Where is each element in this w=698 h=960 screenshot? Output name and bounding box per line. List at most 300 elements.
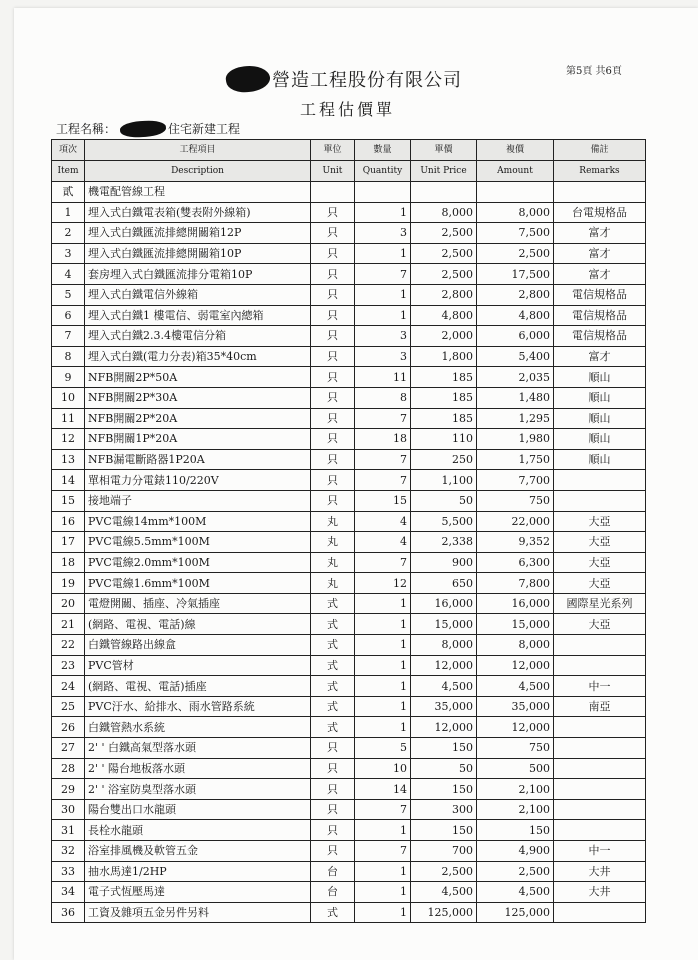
item-number: 24 — [52, 676, 85, 697]
item-unit: 只 — [311, 202, 355, 223]
item-number: 11 — [52, 408, 85, 429]
header-quantity-zh: 數量 — [355, 140, 411, 161]
item-unit-price: 4,500 — [411, 676, 477, 697]
item-unit-price: 250 — [411, 449, 477, 470]
item-quantity: 10 — [355, 758, 411, 779]
table-row — [52, 758, 646, 779]
table-row — [52, 470, 646, 491]
item-description: 工資及雜項五金另件另料 — [85, 902, 311, 923]
item-amount: 7,800 — [477, 573, 554, 594]
item-unit-price: 35,000 — [411, 696, 477, 717]
item-unit: 丸 — [311, 532, 355, 553]
item-quantity: 14 — [355, 779, 411, 800]
item-remarks — [554, 655, 646, 676]
item-remarks: 大井 — [554, 861, 646, 882]
item-amount: 2,500 — [477, 243, 554, 264]
item-description: 埋入式白鐵(電力分表)箱35*40cm — [85, 346, 311, 367]
item-remarks: 大亞 — [554, 532, 646, 553]
item-amount: 1,480 — [477, 387, 554, 408]
project-name: 住宅新建工程 — [168, 122, 241, 136]
item-description: PVC電線2.0mm*100M — [85, 552, 311, 573]
estimate-table — [51, 139, 646, 923]
item-description: 浴室排風機及軟管五金 — [85, 841, 311, 862]
item-unit-price: 300 — [411, 799, 477, 820]
item-unit: 只 — [311, 284, 355, 305]
table-row — [52, 655, 646, 676]
table-row — [52, 841, 646, 862]
table-row — [52, 779, 646, 800]
item-unit-price: 2,500 — [411, 861, 477, 882]
item-amount: 9,352 — [477, 532, 554, 553]
item-unit: 只 — [311, 367, 355, 388]
item-number: 17 — [52, 532, 85, 553]
item-remarks — [554, 799, 646, 820]
page-number: 第5頁 共6頁 — [566, 66, 622, 77]
item-description: PVC電線14mm*100M — [85, 511, 311, 532]
item-number: 16 — [52, 511, 85, 532]
item-description: 套房埋入式白鐵匯流排分電箱10P — [85, 264, 311, 285]
item-number: 20 — [52, 593, 85, 614]
item-remarks: 南亞 — [554, 696, 646, 717]
item-description: 接地端子 — [85, 490, 311, 511]
table-row — [52, 264, 646, 285]
empty-cell — [411, 182, 477, 203]
item-amount: 2,035 — [477, 367, 554, 388]
item-amount: 5,400 — [477, 346, 554, 367]
header-remarks-en: Remarks — [554, 161, 646, 182]
item-number: 7 — [52, 326, 85, 347]
item-unit: 只 — [311, 346, 355, 367]
item-description: PVC管材 — [85, 655, 311, 676]
item-number: 19 — [52, 573, 85, 594]
item-unit: 只 — [311, 841, 355, 862]
table-row — [52, 696, 646, 717]
item-quantity: 3 — [355, 326, 411, 347]
item-quantity: 7 — [355, 408, 411, 429]
item-quantity: 3 — [355, 223, 411, 244]
table-row — [52, 902, 646, 923]
item-quantity: 1 — [355, 614, 411, 635]
item-unit: 式 — [311, 676, 355, 697]
item-description: (網路、電視、電話)插座 — [85, 676, 311, 697]
item-description: PVC汙水、給排水、雨水管路系統 — [85, 696, 311, 717]
item-amount: 2,100 — [477, 799, 554, 820]
item-quantity: 1 — [355, 284, 411, 305]
item-number: 22 — [52, 635, 85, 656]
item-unit: 式 — [311, 635, 355, 656]
item-unit-price: 5,500 — [411, 511, 477, 532]
item-description: 2' ' 白鐵高氣型落水頭 — [85, 738, 311, 759]
item-description: (網路、電視、電話)線 — [85, 614, 311, 635]
item-quantity: 7 — [355, 799, 411, 820]
table-row — [52, 346, 646, 367]
item-quantity: 1 — [355, 717, 411, 738]
item-remarks: 中一 — [554, 841, 646, 862]
item-number: 28 — [52, 758, 85, 779]
header-remarks-zh: 備註 — [554, 140, 646, 161]
table-row — [52, 305, 646, 326]
item-unit: 只 — [311, 470, 355, 491]
item-quantity: 1 — [355, 635, 411, 656]
item-description: 長栓水龍頭 — [85, 820, 311, 841]
item-unit: 式 — [311, 696, 355, 717]
item-quantity: 15 — [355, 490, 411, 511]
item-quantity: 8 — [355, 387, 411, 408]
item-amount: 2,800 — [477, 284, 554, 305]
table-row — [52, 408, 646, 429]
item-quantity: 7 — [355, 264, 411, 285]
item-remarks: 電信規格品 — [554, 284, 646, 305]
item-quantity: 1 — [355, 696, 411, 717]
item-amount: 1,980 — [477, 429, 554, 450]
item-amount: 12,000 — [477, 717, 554, 738]
item-remarks: 富才 — [554, 346, 646, 367]
item-description: NFB開關2P*30A — [85, 387, 311, 408]
header-item-zh: 項次 — [52, 140, 85, 161]
table-row — [52, 573, 646, 594]
table-row — [52, 490, 646, 511]
item-amount: 750 — [477, 738, 554, 759]
table-row — [52, 717, 646, 738]
item-remarks: 順山 — [554, 429, 646, 450]
item-amount: 8,000 — [477, 635, 554, 656]
item-quantity: 1 — [355, 902, 411, 923]
item-number: 10 — [52, 387, 85, 408]
table-row — [52, 223, 646, 244]
item-number: 32 — [52, 841, 85, 862]
item-number: 34 — [52, 882, 85, 903]
item-quantity: 1 — [355, 202, 411, 223]
table-row — [52, 882, 646, 903]
item-description: NFB開關2P*20A — [85, 408, 311, 429]
item-unit: 式 — [311, 902, 355, 923]
item-amount: 7,500 — [477, 223, 554, 244]
item-amount: 4,900 — [477, 841, 554, 862]
item-unit-price: 4,800 — [411, 305, 477, 326]
item-unit-price: 15,000 — [411, 614, 477, 635]
project-name-row — [56, 120, 240, 137]
item-number: 33 — [52, 861, 85, 882]
item-unit-price: 4,500 — [411, 882, 477, 903]
item-remarks: 富才 — [554, 264, 646, 285]
item-unit: 只 — [311, 387, 355, 408]
item-quantity: 1 — [355, 820, 411, 841]
item-unit-price: 110 — [411, 429, 477, 450]
item-remarks — [554, 490, 646, 511]
item-number: 23 — [52, 655, 85, 676]
item-remarks: 大亞 — [554, 511, 646, 532]
item-unit-price: 700 — [411, 841, 477, 862]
item-description: PVC電線5.5mm*100M — [85, 532, 311, 553]
item-quantity: 1 — [355, 861, 411, 882]
item-amount: 4,800 — [477, 305, 554, 326]
table-row — [52, 593, 646, 614]
item-unit-price: 12,000 — [411, 655, 477, 676]
item-remarks — [554, 820, 646, 841]
table-row — [52, 676, 646, 697]
item-description: 埋入式白鐵1 樓電信、弱電室內總箱 — [85, 305, 311, 326]
item-remarks — [554, 758, 646, 779]
item-description: 2' ' 浴室防臭型落水頭 — [85, 779, 311, 800]
item-quantity: 7 — [355, 841, 411, 862]
item-amount: 8,000 — [477, 202, 554, 223]
table-row — [52, 635, 646, 656]
item-remarks: 順山 — [554, 449, 646, 470]
item-amount: 22,000 — [477, 511, 554, 532]
item-unit: 只 — [311, 326, 355, 347]
item-number: 9 — [52, 367, 85, 388]
item-unit-price: 50 — [411, 490, 477, 511]
header-description-en: Description — [85, 161, 311, 182]
item-unit-price: 2,500 — [411, 264, 477, 285]
item-unit: 只 — [311, 799, 355, 820]
item-quantity: 7 — [355, 552, 411, 573]
table-row — [52, 449, 646, 470]
item-description: 白鐵管熱水系統 — [85, 717, 311, 738]
item-quantity: 4 — [355, 532, 411, 553]
item-quantity: 4 — [355, 511, 411, 532]
header-description-zh: 工程項目 — [85, 140, 311, 161]
item-description: NFB開關2P*50A — [85, 367, 311, 388]
item-number: 1 — [52, 202, 85, 223]
item-number: 6 — [52, 305, 85, 326]
company-name: 營造工程股份有限公司 — [272, 70, 462, 91]
item-description: 電子式恆壓馬達 — [85, 882, 311, 903]
header-unit-zh: 單位 — [311, 140, 355, 161]
item-amount: 150 — [477, 820, 554, 841]
item-remarks: 順山 — [554, 408, 646, 429]
item-description: 電燈開關、插座、冷氣插座 — [85, 593, 311, 614]
item-unit: 丸 — [311, 573, 355, 594]
item-unit-price: 16,000 — [411, 593, 477, 614]
item-remarks — [554, 779, 646, 800]
company-header — [226, 66, 462, 92]
item-description: 埋入式白鐵匯流排總開關箱10P — [85, 243, 311, 264]
table-row — [52, 326, 646, 347]
item-unit-price: 125,000 — [411, 902, 477, 923]
header-amount-zh: 複價 — [477, 140, 554, 161]
item-remarks — [554, 738, 646, 759]
item-unit: 只 — [311, 264, 355, 285]
item-quantity: 1 — [355, 676, 411, 697]
item-number: 29 — [52, 779, 85, 800]
item-remarks: 大井 — [554, 882, 646, 903]
item-unit: 只 — [311, 305, 355, 326]
item-unit-price: 2,800 — [411, 284, 477, 305]
item-unit-price: 2,500 — [411, 243, 477, 264]
item-remarks: 大亞 — [554, 614, 646, 635]
item-quantity: 1 — [355, 882, 411, 903]
item-unit: 式 — [311, 655, 355, 676]
item-unit-price: 8,000 — [411, 635, 477, 656]
item-remarks — [554, 470, 646, 491]
table-row — [52, 202, 646, 223]
item-unit-price: 8,000 — [411, 202, 477, 223]
item-unit-price: 1,100 — [411, 470, 477, 491]
item-remarks — [554, 635, 646, 656]
item-remarks: 順山 — [554, 367, 646, 388]
table-row — [52, 614, 646, 635]
section-number: 貳 — [52, 182, 85, 203]
table-body — [52, 182, 646, 923]
item-description: 陽台雙出口水龍頭 — [85, 799, 311, 820]
table-row — [52, 511, 646, 532]
document-title: 工程估價單 — [300, 100, 396, 119]
item-remarks: 電信規格品 — [554, 305, 646, 326]
item-quantity: 1 — [355, 655, 411, 676]
empty-cell — [554, 182, 646, 203]
item-remarks: 大亞 — [554, 573, 646, 594]
item-amount: 35,000 — [477, 696, 554, 717]
item-amount: 4,500 — [477, 676, 554, 697]
item-number: 4 — [52, 264, 85, 285]
item-unit: 式 — [311, 614, 355, 635]
table-row — [52, 799, 646, 820]
item-description: 單相電力分電錶110/220V — [85, 470, 311, 491]
header-unit-price-en: Unit Price — [411, 161, 477, 182]
item-number: 26 — [52, 717, 85, 738]
item-amount: 15,000 — [477, 614, 554, 635]
item-unit: 只 — [311, 738, 355, 759]
item-quantity: 3 — [355, 346, 411, 367]
item-number: 8 — [52, 346, 85, 367]
item-amount: 500 — [477, 758, 554, 779]
empty-cell — [311, 182, 355, 203]
item-remarks: 國際星光系列 — [554, 593, 646, 614]
item-unit-price: 50 — [411, 758, 477, 779]
item-unit-price: 185 — [411, 367, 477, 388]
item-description: 埋入式白鐵2.3.4樓電信分箱 — [85, 326, 311, 347]
item-unit: 只 — [311, 243, 355, 264]
item-quantity: 12 — [355, 573, 411, 594]
item-unit-price: 900 — [411, 552, 477, 573]
redacted-company-logo — [224, 63, 271, 95]
item-quantity: 11 — [355, 367, 411, 388]
item-unit-price: 12,000 — [411, 717, 477, 738]
item-unit: 只 — [311, 490, 355, 511]
table-row — [52, 367, 646, 388]
item-description: PVC電線1.6mm*100M — [85, 573, 311, 594]
item-unit-price: 185 — [411, 408, 477, 429]
item-number: 36 — [52, 902, 85, 923]
project-label: 工程名稱： — [56, 122, 117, 136]
section-title: 機電配管線工程 — [85, 182, 311, 203]
item-quantity: 18 — [355, 429, 411, 450]
item-amount: 2,500 — [477, 861, 554, 882]
item-number: 18 — [52, 552, 85, 573]
item-number: 3 — [52, 243, 85, 264]
item-remarks: 台電規格品 — [554, 202, 646, 223]
header-quantity-en: Quantity — [355, 161, 411, 182]
item-unit: 丸 — [311, 552, 355, 573]
header-unit-price-zh: 單價 — [411, 140, 477, 161]
item-amount: 1,750 — [477, 449, 554, 470]
item-description: NFB漏電斷路器1P20A — [85, 449, 311, 470]
item-quantity: 7 — [355, 470, 411, 491]
item-number: 15 — [52, 490, 85, 511]
item-description: 埋入式白鐵匯流排總開關箱12P — [85, 223, 311, 244]
item-unit: 只 — [311, 758, 355, 779]
item-remarks — [554, 717, 646, 738]
item-unit: 丸 — [311, 511, 355, 532]
item-amount: 125,000 — [477, 902, 554, 923]
item-amount: 6,300 — [477, 552, 554, 573]
item-unit-price: 1,800 — [411, 346, 477, 367]
item-number: 14 — [52, 470, 85, 491]
item-description: 抽水馬達1/2HP — [85, 861, 311, 882]
item-remarks — [554, 902, 646, 923]
item-unit: 只 — [311, 408, 355, 429]
table-row — [52, 243, 646, 264]
item-unit-price: 185 — [411, 387, 477, 408]
item-remarks: 富才 — [554, 243, 646, 264]
item-unit: 台 — [311, 861, 355, 882]
item-number: 13 — [52, 449, 85, 470]
empty-cell — [355, 182, 411, 203]
item-description: 白鐵管線路出線盒 — [85, 635, 311, 656]
item-amount: 16,000 — [477, 593, 554, 614]
item-description: 埋入式白鐵電表箱(雙表附外線箱) — [85, 202, 311, 223]
item-unit-price: 2,338 — [411, 532, 477, 553]
item-unit-price: 150 — [411, 820, 477, 841]
item-quantity: 5 — [355, 738, 411, 759]
item-number: 31 — [52, 820, 85, 841]
item-unit-price: 150 — [411, 779, 477, 800]
item-unit: 式 — [311, 593, 355, 614]
item-description: NFB開關1P*20A — [85, 429, 311, 450]
table-row — [52, 861, 646, 882]
item-number: 25 — [52, 696, 85, 717]
table-row — [52, 284, 646, 305]
item-quantity: 1 — [355, 243, 411, 264]
redacted-project-prefix — [120, 119, 167, 138]
item-number: 21 — [52, 614, 85, 635]
item-remarks: 順山 — [554, 387, 646, 408]
item-amount: 12,000 — [477, 655, 554, 676]
item-number: 2 — [52, 223, 85, 244]
item-unit: 只 — [311, 449, 355, 470]
item-number: 30 — [52, 799, 85, 820]
item-unit-price: 2,000 — [411, 326, 477, 347]
item-amount: 6,000 — [477, 326, 554, 347]
item-amount: 1,295 — [477, 408, 554, 429]
table-row — [52, 552, 646, 573]
item-remarks: 中一 — [554, 676, 646, 697]
item-quantity: 7 — [355, 449, 411, 470]
item-unit: 台 — [311, 882, 355, 903]
item-amount: 7,700 — [477, 470, 554, 491]
item-unit: 只 — [311, 429, 355, 450]
item-description: 2' ' 陽台地板落水頭 — [85, 758, 311, 779]
item-remarks: 電信規格品 — [554, 326, 646, 347]
item-unit-price: 650 — [411, 573, 477, 594]
item-unit: 只 — [311, 779, 355, 800]
item-quantity: 1 — [355, 593, 411, 614]
item-amount: 2,100 — [477, 779, 554, 800]
item-description: 埋入式白鐵電信外線箱 — [85, 284, 311, 305]
item-amount: 17,500 — [477, 264, 554, 285]
header-item-en: Item — [52, 161, 85, 182]
item-unit: 式 — [311, 717, 355, 738]
table-row — [52, 429, 646, 450]
table-row — [52, 532, 646, 553]
item-number: 12 — [52, 429, 85, 450]
item-unit: 只 — [311, 820, 355, 841]
item-amount: 750 — [477, 490, 554, 511]
table-row — [52, 738, 646, 759]
item-number: 5 — [52, 284, 85, 305]
item-remarks: 大亞 — [554, 552, 646, 573]
